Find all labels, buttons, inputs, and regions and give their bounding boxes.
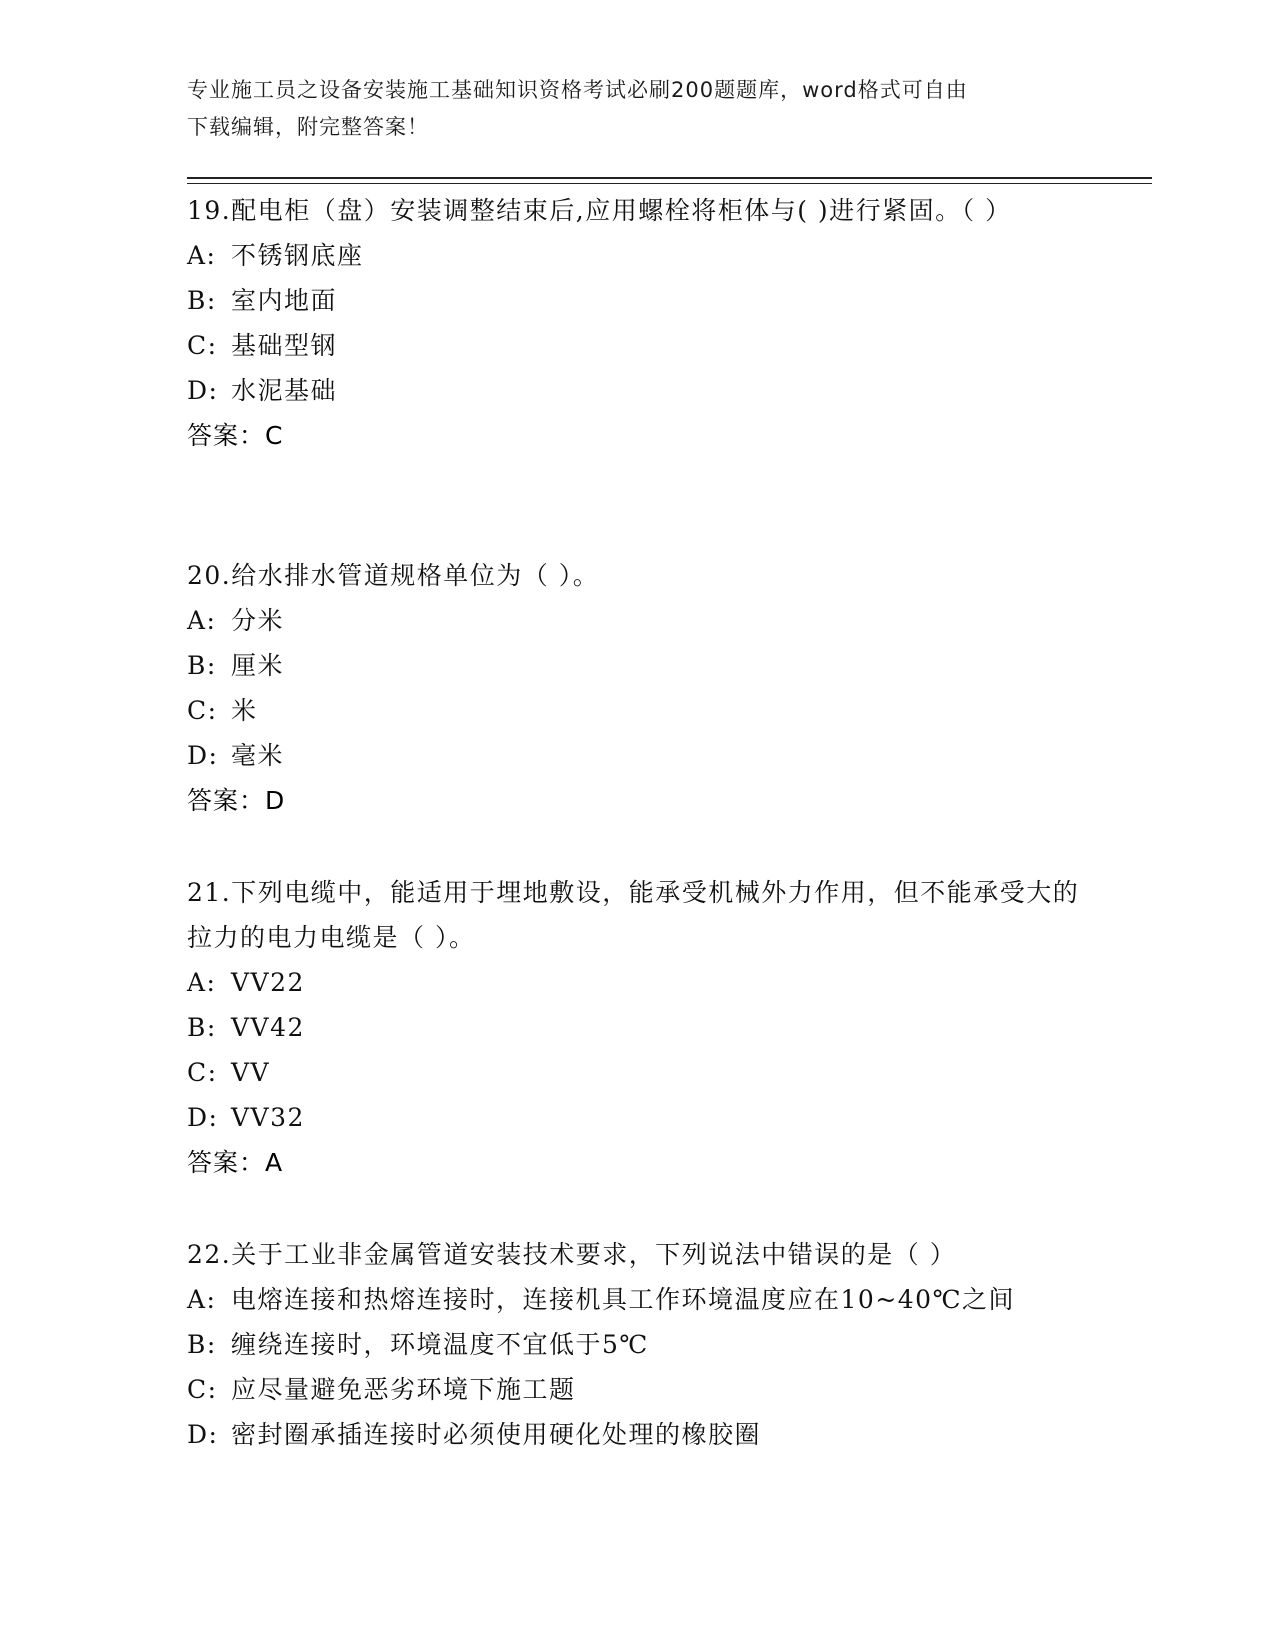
option-letter: C: xyxy=(187,696,218,725)
option-letter: D: xyxy=(187,741,219,770)
question-stem: 21.下列电缆中，能适用于埋地敷设，能承受机械外力作用，但不能承受大的拉力的电力电缆是（ ）。 xyxy=(187,878,1080,952)
option-d xyxy=(187,1412,1087,1457)
header-rule-thick xyxy=(187,177,1152,179)
question-19 xyxy=(187,188,1087,458)
option-text: 毫米 xyxy=(231,741,285,770)
option-text: 电熔连接和热熔连接时，连接机具工作环境温度应在10~40℃之间 xyxy=(231,1285,1016,1314)
option-letter: B: xyxy=(187,651,217,680)
option-letter: B: xyxy=(187,1013,217,1042)
option-c xyxy=(187,323,1087,368)
option-text: VV xyxy=(231,1058,271,1087)
option-letter: A: xyxy=(187,1285,217,1314)
question-22 xyxy=(187,1232,1087,1457)
option-c xyxy=(187,1367,1087,1412)
option-d xyxy=(187,1095,1087,1140)
option-c xyxy=(187,1050,1087,1095)
header-line-2: 下载编辑，附完整答案！ xyxy=(187,115,429,139)
option-letter: D: xyxy=(187,1420,219,1449)
option-b xyxy=(187,1005,1087,1050)
option-text: 室内地面 xyxy=(231,286,338,315)
option-letter: A: xyxy=(187,241,217,270)
question-stem: 19.配电柜（盘）安装调整结束后,应用螺栓将柜体与( )进行紧固。（ ） xyxy=(187,196,1012,225)
option-c xyxy=(187,688,1087,733)
header-line-1: 专业施工员之设备安装施工基础知识资格考试必刷200题题库，word格式可自由 xyxy=(187,78,968,102)
question-stem: 22.关于工业非金属管道安装技术要求，下列说法中错误的是（ ） xyxy=(187,1240,957,1269)
answer: 答案：A xyxy=(187,1148,284,1177)
option-text: 厘米 xyxy=(231,651,285,680)
option-text: 分米 xyxy=(231,606,285,635)
answer: 答案：D xyxy=(187,786,286,815)
answer: 答案：C xyxy=(187,421,284,450)
option-letter: C: xyxy=(187,1058,218,1087)
option-letter: B: xyxy=(187,286,217,315)
option-letter: D: xyxy=(187,376,219,405)
option-d xyxy=(187,368,1087,413)
option-d xyxy=(187,733,1087,778)
option-letter: A: xyxy=(187,968,217,997)
question-stem: 20.给水排水管道规格单位为（ ）。 xyxy=(187,561,600,590)
option-b xyxy=(187,1322,1087,1367)
option-text: 不锈钢底座 xyxy=(231,241,364,270)
option-text: VV32 xyxy=(231,1103,305,1132)
option-a xyxy=(187,233,1087,278)
option-b xyxy=(187,643,1087,688)
option-b xyxy=(187,278,1087,323)
option-text: 缠绕连接时，环境温度不宜低于5℃ xyxy=(231,1330,649,1359)
option-letter: A: xyxy=(187,606,217,635)
option-text: VV22 xyxy=(231,968,305,997)
option-letter: C: xyxy=(187,1375,218,1404)
header-rule-thin xyxy=(187,183,1152,184)
option-letter: D: xyxy=(187,1103,219,1132)
option-text: 基础型钢 xyxy=(231,331,338,360)
option-text: 密封圈承插连接时必须使用硬化处理的橡胶圈 xyxy=(231,1420,762,1449)
document-header xyxy=(187,72,1067,146)
option-a xyxy=(187,960,1087,1005)
question-21 xyxy=(187,870,1087,1185)
option-a xyxy=(187,598,1087,643)
option-letter: B: xyxy=(187,1330,217,1359)
option-text: 米 xyxy=(231,696,258,725)
option-text: 水泥基础 xyxy=(231,376,338,405)
option-text: 应尽量避免恶劣环境下施工题 xyxy=(231,1375,576,1404)
option-letter: C: xyxy=(187,331,218,360)
option-text: VV42 xyxy=(231,1013,305,1042)
question-20 xyxy=(187,553,1087,823)
option-a xyxy=(187,1277,1087,1322)
